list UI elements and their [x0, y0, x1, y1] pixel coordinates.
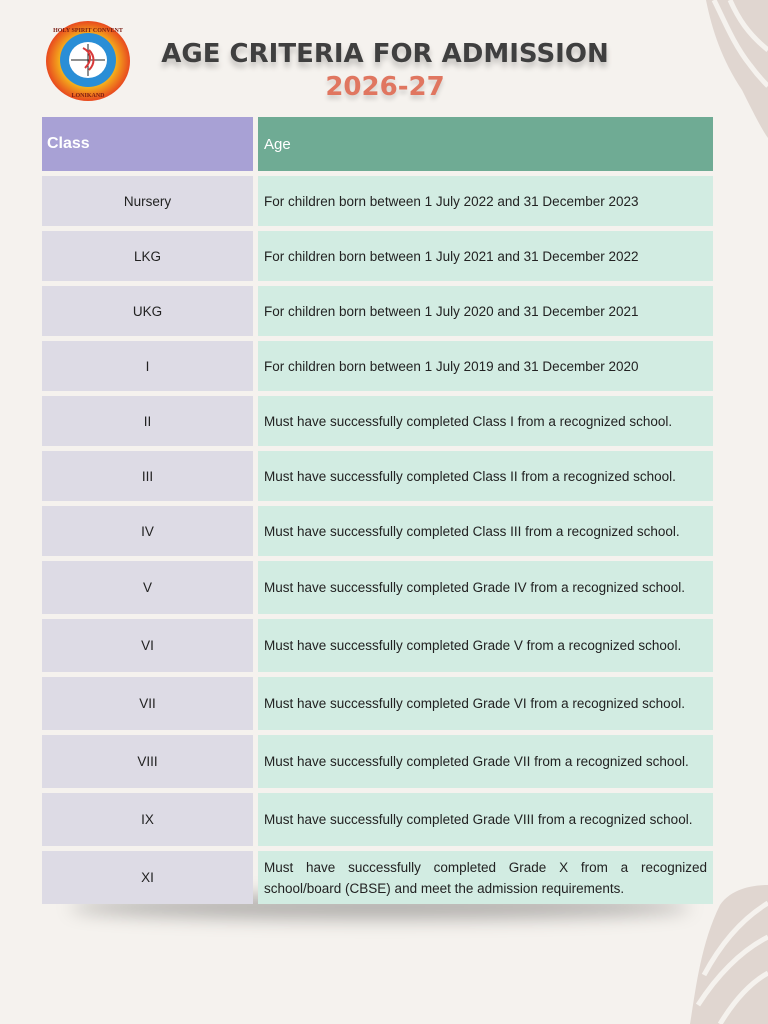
svg-text:HOLY SPIRIT CONVENT: HOLY SPIRIT CONVENT [53, 28, 123, 34]
table-header-row [42, 117, 713, 171]
table-row [42, 851, 713, 904]
age-cell: Must have successfully completed Class III from a recognized school. [258, 506, 713, 556]
table-row [42, 286, 713, 336]
class-cell: UKG [42, 286, 253, 336]
table-row [42, 793, 713, 846]
class-cell: III [42, 451, 253, 501]
age-cell: Must have successfully completed Grade V from a recognized school. [258, 619, 713, 672]
table-row [42, 619, 713, 672]
school-logo [45, 20, 131, 102]
age-cell: Must have successfully completed Grade X from a recognized school/board (CBSE) and meet the admission requirements. [258, 851, 713, 904]
table-row [42, 677, 713, 730]
age-cell: Must have successfully completed Grade VI from a recognized school. [258, 677, 713, 730]
table-row [42, 176, 713, 226]
age-cell: For children born between 1 July 2022 and 31 December 2023 [258, 176, 713, 226]
table-row [42, 506, 713, 556]
class-cell: VIII [42, 735, 253, 788]
class-cell: Nursery [42, 176, 253, 226]
table-row [42, 341, 713, 391]
table-row [42, 396, 713, 446]
age-criteria-table [42, 117, 713, 909]
class-cell: IX [42, 793, 253, 846]
age-cell: Must have successfully completed Grade VIII from a recognized school. [258, 793, 713, 846]
class-cell: V [42, 561, 253, 614]
academic-year: 2026-27 [325, 72, 445, 102]
age-cell: For children born between 1 July 2020 and 31 December 2021 [258, 286, 713, 336]
table-row [42, 451, 713, 501]
page-title: AGE CRITERIA FOR ADMISSION [161, 39, 609, 69]
column-header-age: Age [258, 117, 713, 171]
table-row [42, 735, 713, 788]
table-row [42, 231, 713, 281]
age-cell: Must have successfully completed Class II from a recognized school. [258, 451, 713, 501]
age-cell: Must have successfully completed Grade IV from a recognized school. [258, 561, 713, 614]
column-header-class: Class [42, 117, 253, 171]
age-cell: For children born between 1 July 2019 and 31 December 2020 [258, 341, 713, 391]
class-cell: I [42, 341, 253, 391]
class-cell: IV [42, 506, 253, 556]
class-cell: XI [42, 851, 253, 904]
class-cell: LKG [42, 231, 253, 281]
age-cell: Must have successfully completed Class I from a recognized school. [258, 396, 713, 446]
table-row [42, 561, 713, 614]
age-cell: Must have successfully completed Grade VII from a recognized school. [258, 735, 713, 788]
class-cell: II [42, 396, 253, 446]
svg-text:LONIKAND: LONIKAND [71, 93, 105, 99]
class-cell: VII [42, 677, 253, 730]
age-cell: For children born between 1 July 2021 and 31 December 2022 [258, 231, 713, 281]
class-cell: VI [42, 619, 253, 672]
